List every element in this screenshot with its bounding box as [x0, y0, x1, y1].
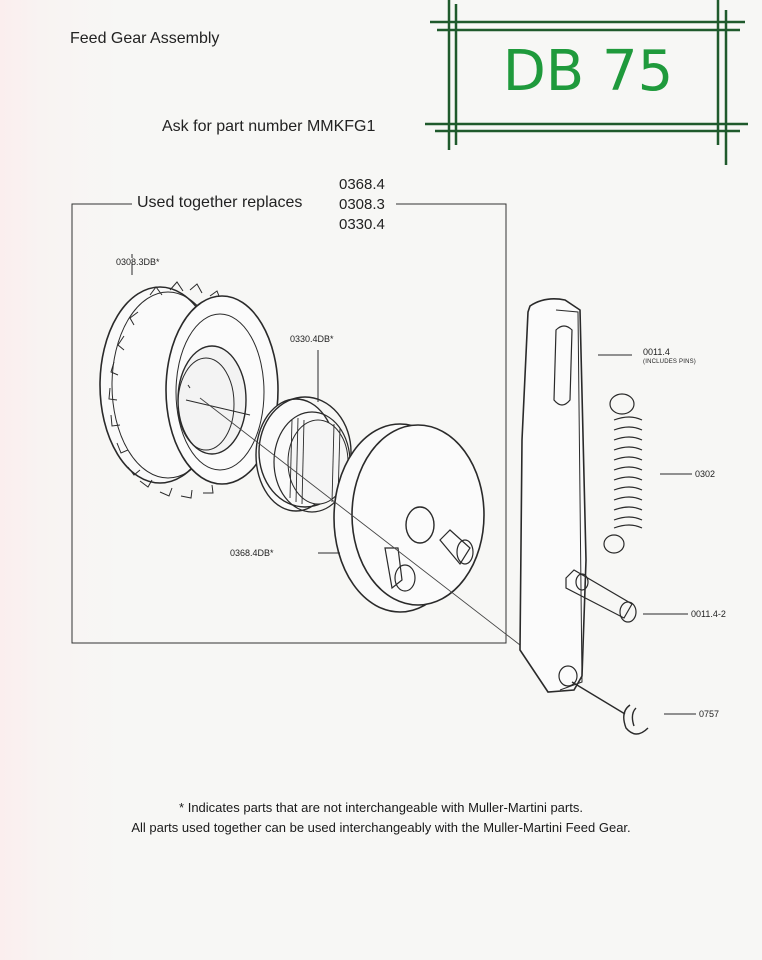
callout-bearing: 0330.4DB*: [290, 334, 334, 344]
replaced-part-number: 0368.4: [339, 176, 385, 193]
callout-arm: 0011.4: [643, 347, 670, 357]
callout-disc: 0368.4DB*: [230, 548, 274, 558]
arm-0011-4: [520, 299, 632, 692]
callout-spring: 0302: [695, 469, 716, 479]
footnote-not-interchangeable: * Indicates parts that are not interchangeable with Muller-Martini parts.: [179, 800, 583, 815]
callout-arm-note: (INCLUDES PINS): [643, 359, 697, 365]
gear-0308-3db: [100, 254, 278, 498]
spring-0302: [604, 394, 692, 553]
callout-gear: 0308.3DB*: [116, 257, 160, 267]
part-number-instruction: Ask for part number MMKFG1: [162, 118, 376, 135]
replaces-label: Used together replaces: [137, 194, 303, 211]
page-title: Feed Gear Assembly: [70, 30, 220, 47]
callout-clip: 0757: [699, 709, 720, 719]
clip-0757: [572, 682, 696, 734]
db-stamp-text: DB 75: [502, 39, 674, 104]
replaced-part-number: 0330.4: [339, 216, 385, 233]
replaced-part-number: 0308.3: [339, 196, 385, 213]
footnote-interchangeable: All parts used together can be used interchangeably with the Muller-Martini Feed Gear.: [131, 820, 631, 835]
callout-pin: 0011.4-2: [691, 609, 726, 619]
